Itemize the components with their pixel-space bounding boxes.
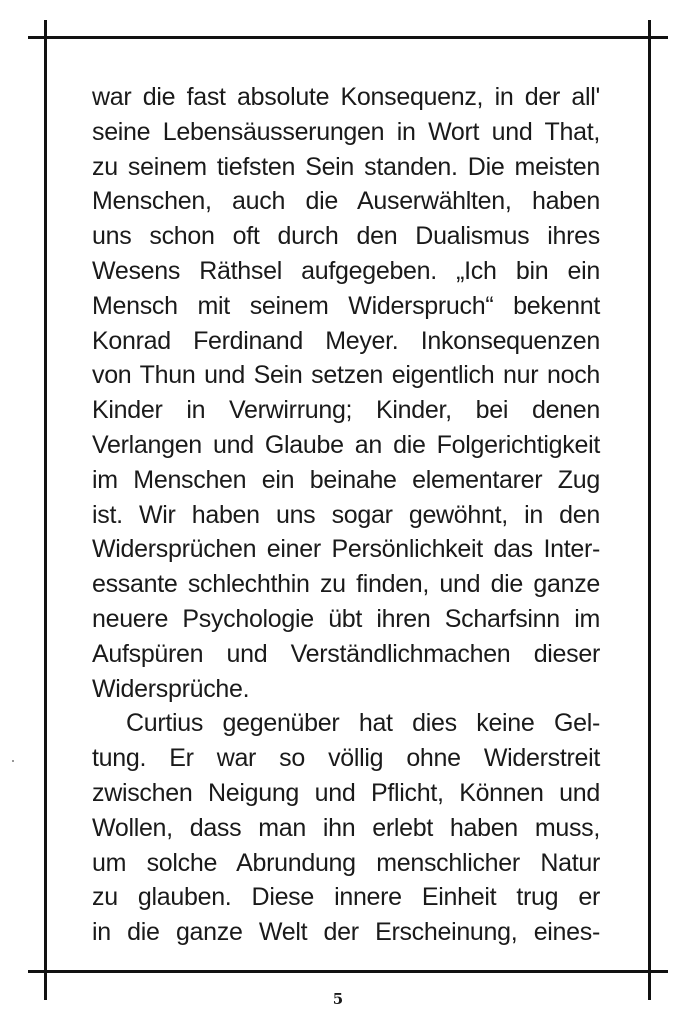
text-line: zwischen Neigung und Pflicht, Können und [92,778,600,807]
text-line: um solche Abrundung menschlicher Natur [92,848,600,877]
text-line: war die fast absolute Konsequenz, in der all' [92,83,600,111]
bottom-border-rule [28,970,668,973]
text-line: Verlangen und Glaube an die Folgerichtigkeit [92,430,600,459]
text-line: Widersprüchen einer Persönlichkeit das Inter- [92,535,600,564]
text-line: Konrad Ferdinand Meyer. Inkonsequenzen [92,326,600,355]
text-line: uns schon oft durch den Dualismus ihres [92,222,600,251]
page-number: 5 [332,990,344,1008]
text-line: tung. Er war so völlig ohne Widerstreit [92,744,600,773]
text-line: Wesens Räthsel aufgegeben. „Ich bin ein [92,256,600,285]
text-line: Widersprüche. [92,674,250,703]
body-text [92,80,600,950]
text-line: Kinder in Verwirrung; Kinder, bei denen [92,396,600,425]
text-line: Menschen, auch die Auserwählten, haben [92,187,600,216]
text-line: von Thun und Sein setzen eigentlich nur noch [92,361,600,390]
text-line: Curtius gegenüber hat dies keine Gel- [126,709,600,738]
text-line: Wollen, dass man ihn erlebt haben muss, [92,813,600,842]
text-line: im Menschen ein beinahe elementarer Zug [92,465,600,494]
text-line: zu seinem tiefsten Sein standen. Die meisten [92,152,600,181]
text-line: seine Lebensäusserungen in Wort und That, [92,117,600,146]
right-border-rule [648,20,651,1000]
text-line: zu glauben. Diese innere Einheit trug er [92,883,600,912]
text-line: in die ganze Welt der Erscheinung, eines- [92,918,600,947]
top-border-rule [28,36,668,39]
text-line: Mensch mit seinem Widerspruch“ bekennt [92,291,600,320]
text-line: neuere Psychologie übt ihren Scharfsinn im [92,604,600,633]
text-line: ist. Wir haben uns sogar gewöhnt, in den [92,500,600,529]
left-border-rule [44,20,47,1000]
paper-speck [12,760,14,762]
text-line: Aufspüren und Verständlichmachen dieser [92,639,600,668]
text-line: essante schlechthin zu finden, und die ganze [92,570,600,599]
